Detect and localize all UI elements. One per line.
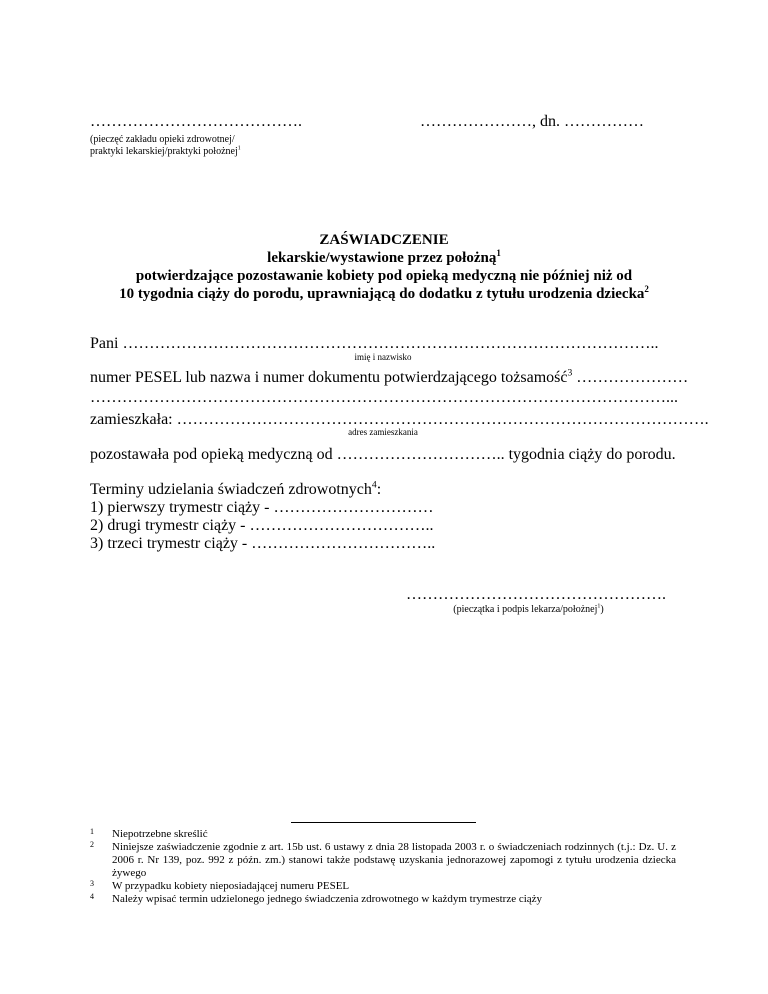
stamp-caption-line2: praktyki lekarskiej/praktyki położnej$^1$ — [90, 145, 241, 157]
title-line3: potwierdzające pozostawanie kobiety pod opieką medyczną nie później niż od — [135, 268, 633, 284]
pesel-label: numer PESEL lub nazwa i numer dokumentu potwierdzającego tożsamość — [90, 369, 568, 386]
name-caption: imię i nazwisko — [354, 352, 412, 362]
footnote-divider — [291, 822, 476, 823]
pesel-dots-line2: ………………………………………………………………………………………………... — [90, 389, 678, 406]
care-field — [90, 446, 676, 464]
address-dots: ………………………………………………………………………………………. — [176, 411, 709, 428]
signature-caption: (pieczątka i podpis lekarza/położnej$^1$) — [453, 603, 604, 615]
name-field — [90, 335, 658, 353]
name-label: Pani — [90, 335, 119, 352]
date-line: …………………, dn. …………… — [420, 113, 644, 130]
title-line2: lekarskie/wystawione przez położną$^1$ — [267, 248, 501, 266]
footnote-4: 4 Należy wpisać termin udzielonego jednego świadczenia zdrowotnego w każdym trymestrze ciąży — [90, 892, 543, 905]
care-dots: ………………………….. — [336, 446, 505, 463]
document-title — [0, 231, 768, 303]
pesel-dots: ………………… — [576, 369, 689, 386]
title-line4: 10 tygodnia ciąży do porodu, uprawniającą do dodatku z tytułu urodzenia dziecka$^2$ — [119, 284, 649, 302]
term-item-3: 3) trzeci trymestr ciąży - …………………………….. — [90, 535, 436, 552]
pesel-field: numer PESEL lub nazwa i numer dokumentu potwierdzającego tożsamość$^3$ ………………… — [90, 367, 689, 386]
footnote-3: 3 W przypadku kobiety nieposiadającej numeru PESEL — [90, 879, 350, 892]
terms-heading: Terminy udzielania świadczeń zdrowotnych$^4$: — [90, 479, 382, 498]
name-dots: ……………………………………………………………………………………….. — [122, 335, 659, 352]
signature-dots: …………………………………………. — [406, 586, 666, 603]
term-item-1: 1) pierwszy trymestr ciąży - ………………………… — [90, 499, 434, 516]
footnote-2: 2 Niniejsze zaświadczenie zgodnie z art. 15b ust. 6 ustawy z dnia 28 listopada 2003 r. o świadczeniach rodzinnych (t.j.: Dz. U. z 2006 r. Nr 139, poz. 992 z późn. zm.) stanowi także podstawę uzyskania jednorazowej zapomogi z tytułu urodzenia dziecka żywego — [90, 840, 676, 879]
footnote-1: 1 Niepotrzebne skreślić — [90, 827, 208, 840]
footnotes — [90, 828, 676, 906]
care-suffix: tygodnia ciąży do porodu. — [508, 446, 676, 463]
care-prefix: pozostawała pod opieką medyczną od — [90, 446, 333, 463]
term-item-2: 2) drugi trymestr ciąży - …………………………….. — [90, 517, 434, 534]
address-caption: adres zamieszkania — [348, 427, 418, 437]
address-label: zamieszkała: — [90, 411, 173, 428]
stamp-caption-line1: (pieczęć zakładu opieki zdrowotnej/ — [90, 134, 235, 145]
stamp-caption — [90, 134, 241, 158]
title-line1: ZAŚWIADCZENIE — [319, 232, 449, 248]
stamp-placeholder-dots: …………………………………. — [90, 113, 302, 130]
